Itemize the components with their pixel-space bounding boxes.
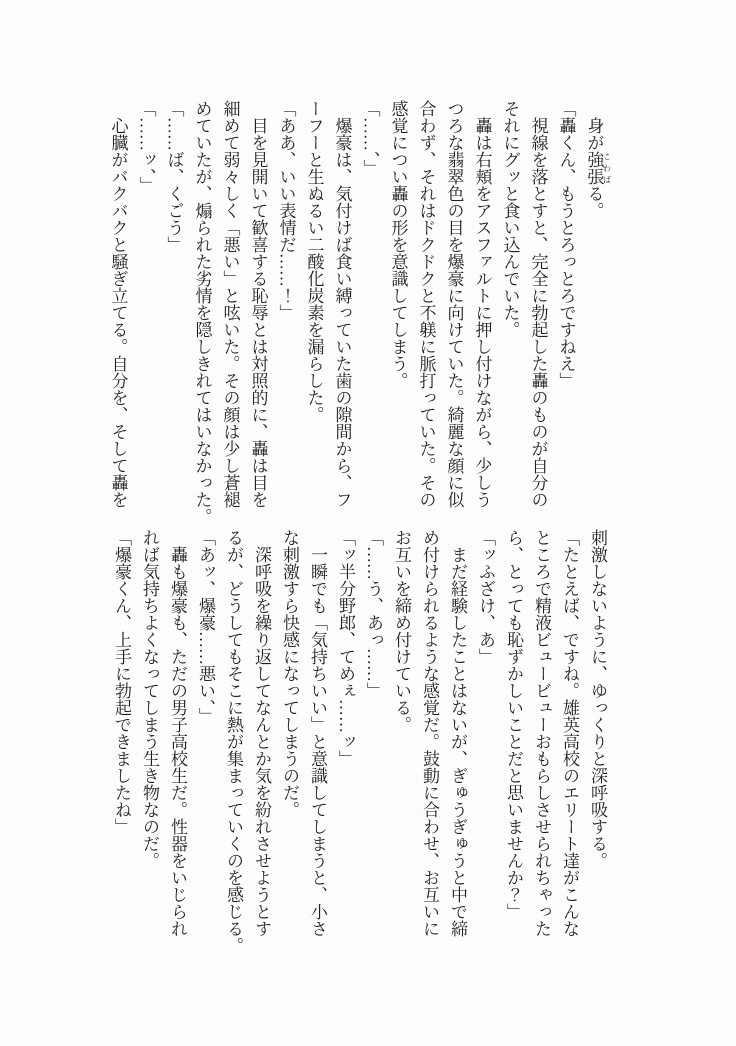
ruby-post-text: る。 xyxy=(584,185,604,219)
text-line: 轟は右頬をアスファルトに押し付けながら、少しう xyxy=(472,100,492,508)
text-line: れば気持ちよくなってしまう生き物なのだ。 xyxy=(140,529,159,869)
text-line: 心臓がバクバクと騒ぎ立てる。自分を、そして轟を xyxy=(108,100,128,508)
text-line: ところで精液ビュービューおもらしさせられちゃった xyxy=(532,529,551,937)
text-line: 轟も爆豪も、ただの男子高校生だ。性器をいじられ xyxy=(168,529,187,937)
text-line-with-furigana xyxy=(580,100,612,510)
ruby-pre-text: 身が xyxy=(584,100,604,151)
text-line: 刺激しないように、ゆっくりと深呼吸する。 xyxy=(588,529,607,869)
text-line: 爆豪は、気付けば食い縛っていた歯の隙間から、フ xyxy=(332,100,352,508)
text-line: 合わず、それはドクドクと不躾に脈打っていた。その xyxy=(416,100,436,508)
text-line: それにグッと食い込んでいた。 xyxy=(500,100,520,338)
text-line: 一瞬でも「気持ちいい」と意識してしまうと、小さ xyxy=(308,529,327,937)
text-line: な刺激すら快感になってしまうのだ。 xyxy=(280,529,299,818)
text-line: め付けられるような感覚だ。鼓動に合わせ、お互いに xyxy=(420,529,439,937)
text-line: 「轟くん、もうとろっとろですねえ」 xyxy=(556,100,576,389)
text-line: るが、どうしてもそこに熱が集まっていくのを感じる。 xyxy=(224,529,243,954)
text-line: 「あッ、爆豪……悪い、」 xyxy=(196,529,215,725)
text-line: 「……、」 xyxy=(360,100,380,177)
text-line: 細めて弱々しく「悪い」と呟いた。その顔は少し蒼褪 xyxy=(220,100,240,508)
text-line: ーフーと生ぬるい二酸化炭素を漏らした。 xyxy=(304,100,324,423)
text-line: 感覚につい轟の形を意識してしまう。 xyxy=(388,100,408,389)
text-line: 「ああ、いい表情だ……！」 xyxy=(276,100,296,321)
text-line: めていたが、煽られた劣情を隠しきれてはいなかった。 xyxy=(192,100,212,525)
text-line: 「……ば、くごう」 xyxy=(164,100,184,253)
text-line: 「爆豪くん、上手に勃起できましたね」 xyxy=(112,529,131,835)
text-line: ら、とっても恥ずかしいことだと思いませんか？」 xyxy=(504,529,523,920)
furigana-text: こわば xyxy=(602,151,612,185)
furigana-ruby xyxy=(584,151,612,185)
text-block-top xyxy=(104,100,612,525)
text-line: 視線を落とすと、完全に勃起した轟のものが自分の xyxy=(528,100,548,508)
text-line: 「……う、あっ……」 xyxy=(364,529,383,699)
text-line: お互いを締め付けている。 xyxy=(392,529,411,733)
text-line: つろな翡翠色の目を爆豪に向けていた。綺麗な顔に似 xyxy=(444,100,464,508)
text-line: 「……ッ、」 xyxy=(136,100,156,194)
text-line: 「ッ半分野郎、てめぇ……ッ」 xyxy=(336,529,355,767)
text-line: 深呼吸を繰り返してなんとか気を紛れさせようとす xyxy=(252,529,271,937)
ruby-base-text: 強張 xyxy=(584,151,604,185)
text-line: まだ経験したことはないが、ぎゅうぎゅうと中で締 xyxy=(448,529,467,937)
text-line: 目を見開いて歓喜する恥辱とは対照的に、轟は目を xyxy=(248,100,268,508)
text-line: 「たとえば、ですね。雄英高校のエリート達がこんな xyxy=(560,529,579,937)
text-line: 「ッふざけ、あ」 xyxy=(476,529,495,665)
text-block-bottom xyxy=(107,529,611,954)
